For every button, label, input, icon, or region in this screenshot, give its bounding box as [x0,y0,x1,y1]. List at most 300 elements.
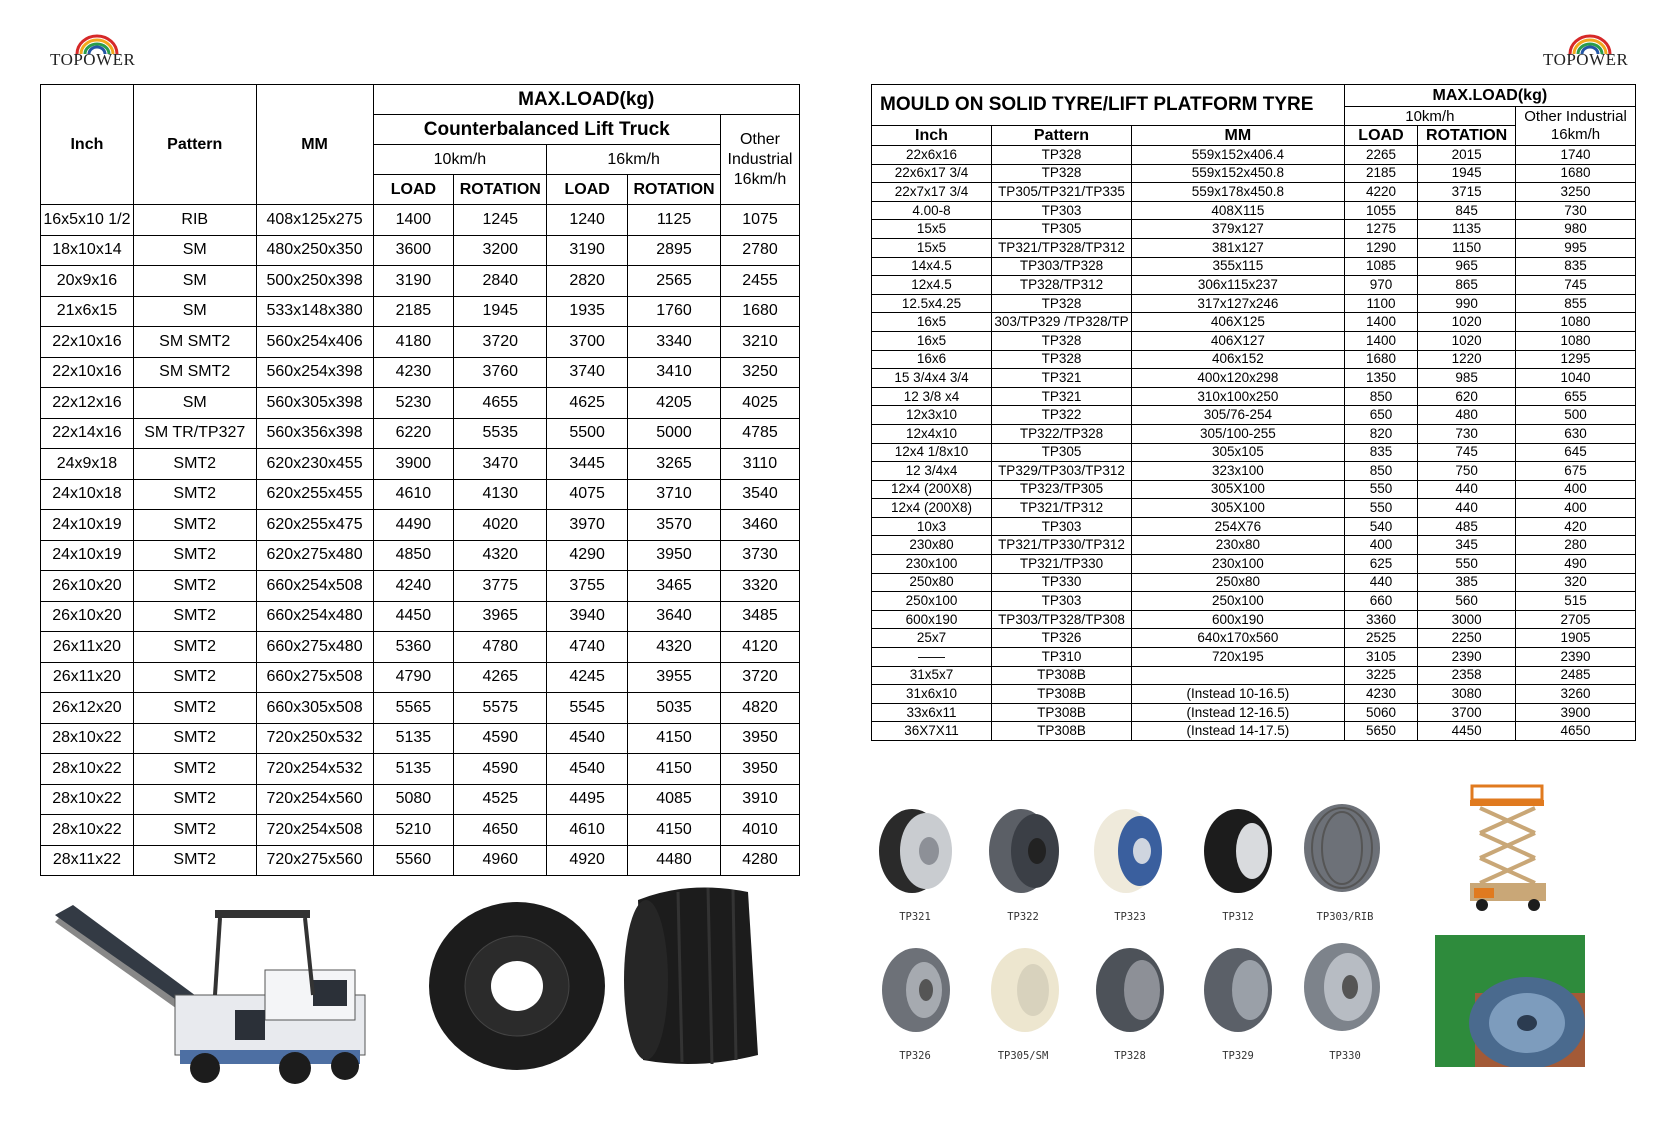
table-row [872,220,1636,239]
table-cell: 5060 [1344,703,1418,722]
tyre-tp322-image [985,806,1065,896]
tyre-tp329-image [1198,945,1278,1035]
table-cell: 12.5x4.25 [872,294,992,313]
counterbalanced-header: Counterbalanced Lift Truck [373,115,721,145]
table-cell: 1040 [1516,369,1636,388]
table-cell: 5500 [547,418,628,449]
tyre-caption: TP305/SM [997,1050,1049,1062]
table-cell: 408X115 [1132,201,1345,220]
table-cell: 3105 [1344,648,1418,667]
table-cell: 26x12x20 [41,693,134,724]
table-cell: 345 [1418,536,1516,555]
table-cell: 2895 [628,235,721,266]
table-cell: 5565 [373,693,454,724]
table-cell: (Instead 12-16.5) [1132,703,1345,722]
table-cell: 4960 [454,845,547,876]
table-cell: 4650 [454,815,547,846]
table-cell: 3265 [628,449,721,480]
table-cell: 820 [1344,424,1418,443]
table-cell: 4150 [628,723,721,754]
table-row [872,610,1636,629]
table-cell: 305X100 [1132,499,1345,518]
table-cell: 420 [1516,517,1636,536]
table-cell: 3755 [547,571,628,602]
table-cell: 4525 [454,784,547,815]
table-cell: 1295 [1516,350,1636,369]
table-cell: 250x80 [1132,573,1345,592]
table-cell: TP308B [991,703,1131,722]
table-cell: 317x127x246 [1132,294,1345,313]
table-cell: 3760 [454,357,547,388]
table-cell: 2820 [547,266,628,297]
table-cell: TP328 [991,331,1131,350]
table-cell: 303/TP329 /TP328/TP [991,313,1131,332]
table-cell: 5035 [628,693,721,724]
table-cell: 400 [1516,499,1636,518]
table-cell: 559x152x450.8 [1132,164,1345,183]
table-cell: 620x255x475 [256,510,373,541]
table-cell: 1080 [1516,313,1636,332]
table-cell [1132,666,1345,685]
table-row [872,722,1636,741]
table-cell: TP323/TP305 [991,480,1131,499]
table-row [872,276,1636,295]
table-row [41,632,800,663]
table-row [41,388,800,419]
table-cell: 26x10x20 [41,571,134,602]
table-cell: 5535 [454,418,547,449]
table-cell: 1240 [547,205,628,236]
table-cell: TP308B [991,685,1131,704]
load-header: LOAD [547,175,628,205]
rotation-header: ROTATION [1418,126,1516,146]
table-cell: 25x7 [872,629,992,648]
table-row [41,510,800,541]
table-cell: 305X100 [1132,480,1345,499]
table-cell: (Instead 14-17.5) [1132,722,1345,741]
table-cell: 280 [1516,536,1636,555]
table-row [872,257,1636,276]
table-cell: 18x10x14 [41,235,134,266]
table-cell: 3950 [721,754,800,785]
table-cell: 230x100 [1132,555,1345,574]
table-cell: 533x148x380 [256,296,373,327]
table-cell: 515 [1516,592,1636,611]
tyre-tp321-image [876,806,956,896]
table-cell: 490 [1516,555,1636,574]
table-cell: 4450 [373,601,454,632]
table-cell: 3445 [547,449,628,480]
table-cell: 4120 [721,632,800,663]
table-cell: 660x275x508 [256,662,373,693]
table-cell: 965 [1418,257,1516,276]
tyre-caption: TP330 [1329,1050,1361,1062]
table-cell: 28x10x22 [41,754,134,785]
table-cell: 1680 [721,296,800,327]
table-cell: 1220 [1418,350,1516,369]
logo-text: TOPOWER [1543,50,1629,69]
table-cell: SM SMT2 [133,327,256,358]
table-cell: 305x105 [1132,443,1345,462]
table-cell: 33x6x11 [872,703,992,722]
tyre-caption: TP321 [899,911,931,923]
table-cell: 3950 [628,540,721,571]
table-row [872,313,1636,332]
table-cell: 250x100 [1132,592,1345,611]
table-row [41,784,800,815]
table-cell: 4265 [454,662,547,693]
table-cell: 990 [1418,294,1516,313]
table-row [872,406,1636,425]
table-cell: (Instead 10-16.5) [1132,685,1345,704]
table-cell: 15x5 [872,238,992,257]
table-cell: 560x254x406 [256,327,373,358]
table-row [872,480,1636,499]
table-cell: 660 [1344,592,1418,611]
table-cell: 22x10x16 [41,327,134,358]
table-cell: 3260 [1516,685,1636,704]
tyre-caption: TP328 [1114,1050,1146,1062]
table-cell: 3640 [628,601,721,632]
table-cell: 1680 [1344,350,1418,369]
table-cell: 2185 [373,296,454,327]
table-cell: 355x115 [1132,257,1345,276]
table-cell: 559x178x450.8 [1132,183,1345,202]
table-cell: 3965 [454,601,547,632]
table-cell: 2250 [1418,629,1516,648]
table-cell: 4495 [547,784,628,815]
table-cell: 730 [1516,201,1636,220]
table-cell: 560x254x398 [256,357,373,388]
table-cell: 3540 [721,479,800,510]
logo-text: TOPOWER [50,50,136,69]
table-cell: 660x275x480 [256,632,373,663]
table-cell: 22x14x16 [41,418,134,449]
table-cell: 970 [1344,276,1418,295]
table-cell: TP305 [991,220,1131,239]
table-cell: 485 [1418,517,1516,536]
table-cell: 720x250x532 [256,723,373,754]
table-cell: SMT2 [133,601,256,632]
table-cell: 3470 [454,449,547,480]
table-cell: TP328 [991,164,1131,183]
table-cell: 320 [1516,573,1636,592]
table-cell: SMT2 [133,449,256,480]
table-cell: 2840 [454,266,547,297]
table-cell: 12x4x10 [872,424,992,443]
table-cell: 3940 [547,601,628,632]
table-cell: 1100 [1344,294,1418,313]
table-cell: 323x100 [1132,462,1345,481]
table-cell: 500 [1516,406,1636,425]
tyre-tp323-image [1090,806,1170,896]
table-cell: 3190 [373,266,454,297]
table-row [41,662,800,693]
table-cell: 306x115x237 [1132,276,1345,295]
table-cell: SMT2 [133,662,256,693]
table-row [872,331,1636,350]
table-cell: TP308B [991,666,1131,685]
table-cell: 5575 [454,693,547,724]
table-cell: 720x275x560 [256,845,373,876]
table-cell: 640x170x560 [1132,629,1345,648]
solid-tyre-large-image [425,898,610,1073]
table-cell: 16x5 [872,313,992,332]
table-cell: 400 [1344,536,1418,555]
table-cell: TP321/TP328/TP312 [991,238,1131,257]
table-cell: 620x275x480 [256,540,373,571]
col-mm: MM [256,85,373,205]
table-cell: TP328 [991,294,1131,313]
table-cell: 1275 [1344,220,1418,239]
table-cell: 720x254x508 [256,815,373,846]
table-cell: 2265 [1344,146,1418,165]
tyre-tp303-rib-image [1300,801,1385,896]
table-cell: 995 [1516,238,1636,257]
table-cell: 3715 [1418,183,1516,202]
tyre-caption: TP322 [1007,911,1039,923]
table-cell: 3710 [628,479,721,510]
table-row [41,601,800,632]
table-cell: 22x7x17 3/4 [872,183,992,202]
table-cell: 31x5x7 [872,666,992,685]
load-header: LOAD [1344,126,1418,146]
table-cell: 4655 [454,388,547,419]
table-row [41,815,800,846]
table-cell: 620x255x455 [256,479,373,510]
table-cell: 408x125x275 [256,205,373,236]
table-cell: SM [133,296,256,327]
tyre-caption: TP303/RIB [1316,911,1374,923]
table-cell: 22x12x16 [41,388,134,419]
table-cell: 660x305x508 [256,693,373,724]
table-cell: 5000 [628,418,721,449]
table-cell: 3950 [721,723,800,754]
table-row [872,666,1636,685]
table-cell: 4790 [373,662,454,693]
table-cell: 1400 [373,205,454,236]
table-cell: TP310 [991,648,1131,667]
table-cell: SMT2 [133,693,256,724]
table-cell: SM TR/TP327 [133,418,256,449]
table-cell: 3210 [721,327,800,358]
table-body [41,205,800,876]
table-cell: 2185 [1344,164,1418,183]
table-cell: 835 [1344,443,1418,462]
table-cell: 3600 [373,235,454,266]
other-industrial-header: Other Industrial 16km/h [1516,107,1636,146]
table-row [41,296,800,327]
table-cell: 5360 [373,632,454,663]
table-cell: 3410 [628,357,721,388]
table-cell: 1935 [547,296,628,327]
table-cell: 4320 [454,540,547,571]
other-industrial-header: Other Industrial 16km/h [721,115,800,205]
table-cell: SMT2 [133,632,256,663]
table-cell: TP328 [991,146,1131,165]
table-cell: 15x5 [872,220,992,239]
table-cell: 835 [1516,257,1636,276]
table-cell: —— [872,648,992,667]
maxload-header: MAX.LOAD(kg) [1344,85,1635,107]
table-cell: 4025 [721,388,800,419]
table-cell: 5230 [373,388,454,419]
table-cell: 4.00-8 [872,201,992,220]
table-cell: 620x230x455 [256,449,373,480]
scissor-lift-image [1460,778,1555,916]
table-cell: 4020 [454,510,547,541]
table-cell: 5080 [373,784,454,815]
table-cell: 3720 [721,662,800,693]
table-cell: 980 [1516,220,1636,239]
table-cell: 4290 [547,540,628,571]
table-cell: 406X127 [1132,331,1345,350]
table-cell: 3910 [721,784,800,815]
table-cell: 3340 [628,327,721,358]
table-cell: 4920 [547,845,628,876]
table-cell: 406X125 [1132,313,1345,332]
tyre-tp312-image [1198,806,1278,896]
table-row [872,685,1636,704]
table-cell: TP328 [991,350,1131,369]
table-cell: 4010 [721,815,800,846]
tyre-tp305-sm-image [985,945,1065,1035]
table-row [872,499,1636,518]
table-cell: 4230 [1344,685,1418,704]
table-cell: 850 [1344,462,1418,481]
table-cell: 4610 [373,479,454,510]
table-cell: 250x80 [872,573,992,592]
table-cell: 15 3/4x4 3/4 [872,369,992,388]
table-cell: 4740 [547,632,628,663]
table-cell: 3570 [628,510,721,541]
table-cell: 21x6x15 [41,296,134,327]
table-cell: 24x10x19 [41,510,134,541]
table-cell: 3000 [1418,610,1516,629]
table-row [872,703,1636,722]
table-cell: TP322/TP328 [991,424,1131,443]
tyre-caption: TP323 [1114,911,1146,923]
table-cell: 4540 [547,723,628,754]
col-pattern: Pattern [133,85,256,205]
table-cell: 3955 [628,662,721,693]
table-cell: SMT2 [133,540,256,571]
table-cell: 1905 [1516,629,1636,648]
table-cell: 550 [1344,480,1418,499]
table-row [41,357,800,388]
table-cell: 4230 [373,357,454,388]
table-cell: 250x100 [872,592,992,611]
table-cell: 305/76-254 [1132,406,1345,425]
table-cell: 440 [1418,480,1516,499]
tyre-tp330-image [1300,940,1385,1035]
table-cell: 28x11x22 [41,845,134,876]
table-cell: 5545 [547,693,628,724]
table-cell: 4820 [721,693,800,724]
maxload-header: MAX.LOAD(kg) [373,85,800,115]
table-cell: 16x5 [872,331,992,350]
table-cell: 4590 [454,754,547,785]
tyre-tp328-image [1090,945,1170,1035]
table-cell: 1945 [454,296,547,327]
table-cell: 3250 [721,357,800,388]
table-cell: 3900 [1516,703,1636,722]
table-cell: TP330 [991,573,1131,592]
table-cell: 10x3 [872,517,992,536]
table-cell: TP303/TP328/TP308 [991,610,1131,629]
table-cell: 600x190 [872,610,992,629]
table-cell: 440 [1418,499,1516,518]
table-cell: TP321/TP330/TP312 [991,536,1131,555]
table-cell: 3775 [454,571,547,602]
rotation-header: ROTATION [628,175,721,205]
table-cell: SMT2 [133,571,256,602]
table-row [872,629,1636,648]
table-cell: SMT2 [133,479,256,510]
table-cell: 3360 [1344,610,1418,629]
tyre-tp326-image [876,945,956,1035]
table-cell: 4480 [628,845,721,876]
table-cell: 500x250x398 [256,266,373,297]
table-cell: 5560 [373,845,454,876]
table-cell: 540 [1344,517,1418,536]
table-cell: SMT2 [133,784,256,815]
table-cell: SM SMT2 [133,357,256,388]
table-cell: 310x100x250 [1132,387,1345,406]
table-cell: 2390 [1418,648,1516,667]
table-cell: 5135 [373,754,454,785]
table-cell: 4085 [628,784,721,815]
table-cell: 3250 [1516,183,1636,202]
table-cell: 26x11x20 [41,662,134,693]
table-body [872,146,1636,741]
table-row [41,235,800,266]
table-cell: 12 3/4x4 [872,462,992,481]
table-row [41,479,800,510]
table-cell: 560x356x398 [256,418,373,449]
table-row [41,723,800,754]
tyre-caption: TP312 [1222,911,1254,923]
table-cell: 2525 [1344,629,1418,648]
table-cell: SM [133,266,256,297]
table-cell: 550 [1418,555,1516,574]
table-cell: 850 [1344,387,1418,406]
table-cell: 3900 [373,449,454,480]
table-cell: 12x4 1/8x10 [872,443,992,462]
table-cell: 720x195 [1132,648,1345,667]
table-cell: 2015 [1418,146,1516,165]
table-cell: 6220 [373,418,454,449]
table-cell: 1020 [1418,331,1516,350]
table-cell: 3970 [547,510,628,541]
table-row [872,536,1636,555]
table-cell: 2485 [1516,666,1636,685]
table-cell: 254X76 [1132,517,1345,536]
table-cell: TP303/TP328 [991,257,1131,276]
table-cell: SMT2 [133,754,256,785]
table-cell: 3465 [628,571,721,602]
table-cell: 28x10x22 [41,723,134,754]
table-cell: TP305 [991,443,1131,462]
table-cell: 3190 [547,235,628,266]
table-cell: 3080 [1418,685,1516,704]
table-cell: 5210 [373,815,454,846]
table-cell: 4590 [454,723,547,754]
table-cell: 230x80 [1132,536,1345,555]
table-row [872,183,1636,202]
table-cell: 1125 [628,205,721,236]
table-cell: 4245 [547,662,628,693]
